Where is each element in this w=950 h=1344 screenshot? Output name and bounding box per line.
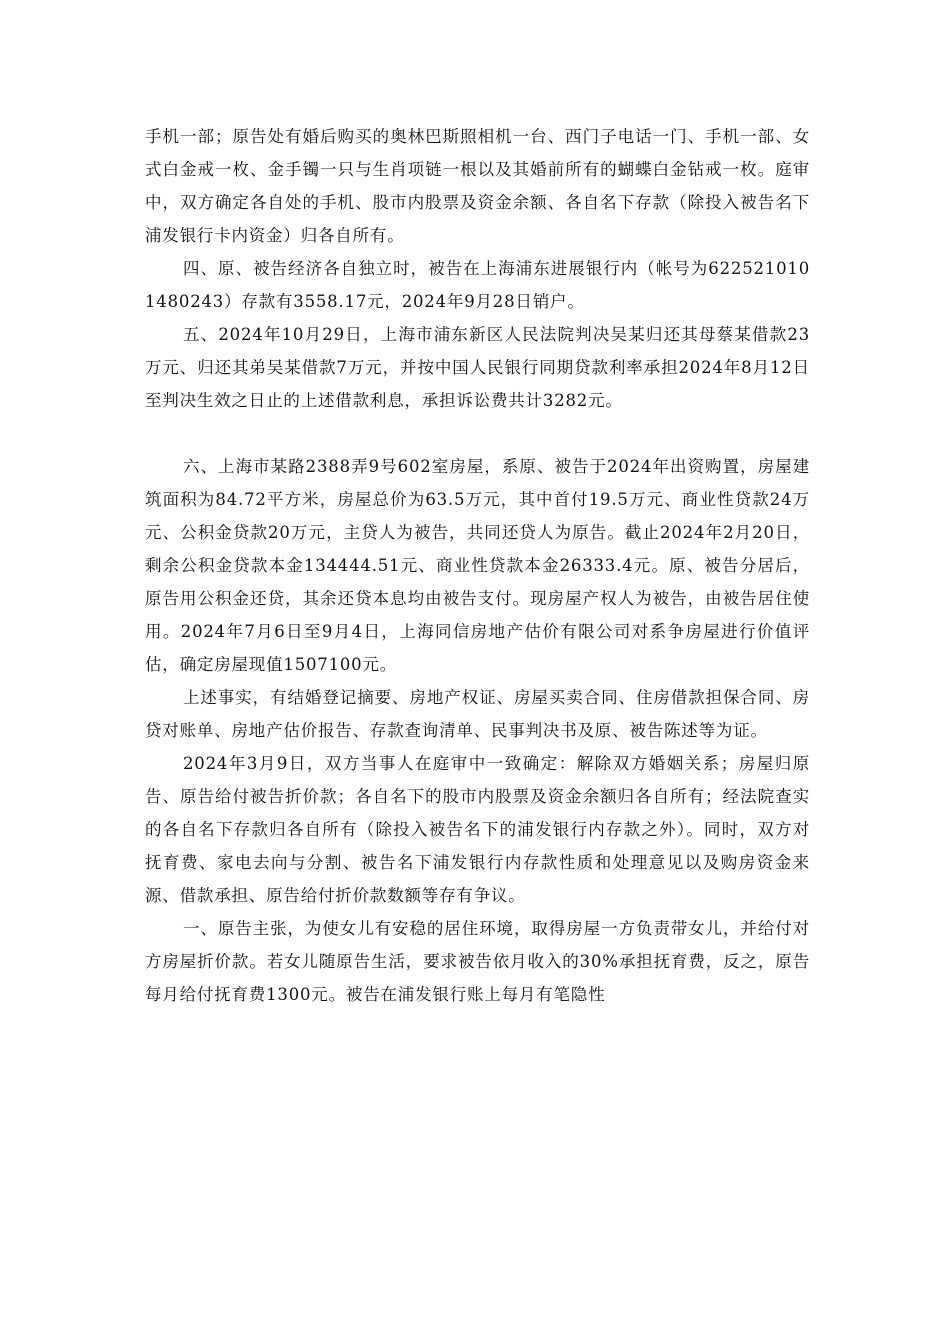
paragraph-item-six-house: 六、上海市某路2388弄9号602室房屋，系原、被告于2024年出资购置，房屋建筑面积为84.72平方米，房屋总价为63.5万元，其中首付19.5万元、商业性贷款24万元、公积金贷款20万元，主贷人为被告，共同还贷人为原告。截止2024年2月20日，剩余公积金贷款本金134444.51元、商业性贷款本金26333.4元。原、被告分居后，原告用公积金还贷，其余还贷本息均由被告支付。现房屋产权人为被告，由被告居住使用。2024年7月6日至9月4日，上海同信房地产估价有限公司对系争房屋进行价值评估，确定房屋现值1507100元。 <box>145 457 810 674</box>
paragraph-property-list-continued: 手机一部；原告处有婚后购买的奥林巴斯照相机一台、西门子电话一门、手机一部、女式白金戒一枚、金手镯一只与生肖项链一根以及其婚前所有的蝴蝶白金钻戒一枚。庭审中，双方确定各自处的手机、股市内股票及资金余额、各自名下存款（除投入被告名下浦发银行卡内资金）归各自所有。 <box>145 127 810 245</box>
paragraph-evidence-list: 上述事实，有结婚登记摘要、房地产权证、房屋买卖合同、住房借款担保合同、房贷对账单、房地产估价报告、存款查询清单、民事判决书及原、被告陈述等为证。 <box>145 688 810 740</box>
paragraph-item-four-bank-deposit: 四、原、被告经济各自独立时，被告在上海浦东进展银行内（帐号为6225210101480243）存款有3558.17元，2024年9月28日销户。 <box>145 259 810 311</box>
paragraph-hearing-agreement: 2024年3月9日，双方当事人在庭审中一致确定：解除双方婚姻关系；房屋归原告、原告给付被告折价款；各自名下的股市内股票及资金余额归各自所有；经法院查实的各自名下存款归各自所有（除投入被告名下的浦发银行内存款之外）。同时，双方对抚育费、家电去向与分割、被告名下浦发银行内存款性质和处理意见以及购房资金来源、借款承担、原告给付折价款数额等存有争议。 <box>145 754 810 905</box>
document-body <box>145 120 810 1011</box>
paragraph-item-five-court-judgment: 五、2024年10月29日，上海市浦东新区人民法院判决吴某归还其母蔡某借款23万元、归还其弟吴某借款7万元，并按中国人民银行同期贷款利率承担2024年8月12日至判决生效之日止的上述借款利息，承担诉讼费共计3282元。 <box>145 325 810 410</box>
paragraph-plaintiff-claim: 一、原告主张，为使女儿有安稳的居住环境，取得房屋一方负责带女儿，并给付对方房屋折价款。若女儿随原告生活，要求被告依月收入的30%承担抚育费，反之，原告每月给付抚育费1300元。被告在浦发银行账上每月有笔隐性 <box>145 919 810 1004</box>
